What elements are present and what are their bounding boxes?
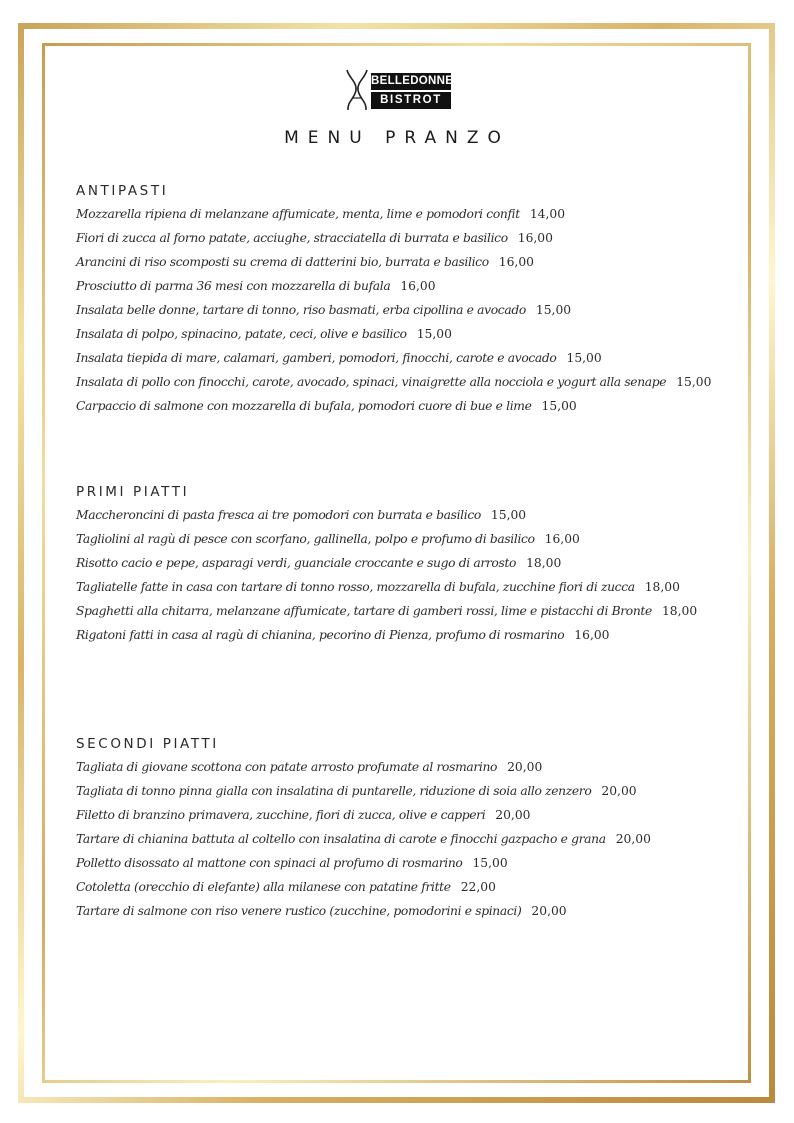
menu-item [76, 851, 736, 875]
item-price: 16,00 [544, 532, 580, 546]
item-name: Maccheroncini di pasta fresca ai tre pomodori con burrata e basilico [76, 508, 481, 522]
item-price: 14,00 [529, 207, 566, 221]
menu-item [76, 779, 736, 803]
item-name: Insalata di polpo, spinacino, patate, ceci, olive e basilico [76, 327, 407, 341]
item-price: 15,00 [566, 351, 602, 365]
item-name: Filetto di branzino primavera, zucchine, fiori di zucca, olive e capperi [76, 808, 486, 822]
item-price: 15,00 [416, 327, 452, 341]
item-price: 18,00 [661, 604, 698, 618]
menu-item [76, 298, 736, 322]
menu-item [76, 274, 736, 298]
item-price: 22,00 [460, 880, 496, 894]
item-name: Carpaccio di salmone con mozzarella di bufala, pomodori cuore di bue e lime [76, 399, 532, 413]
item-name: Tartare di chianina battuta al coltello con insalatina di carote e finocchi gazpacho e grana [76, 832, 606, 846]
menu-item [76, 226, 736, 250]
item-name: Insalata tiepida di mare, calamari, gamberi, pomodori, finocchi, carote e avocado [76, 351, 557, 365]
item-price: 16,00 [517, 231, 553, 245]
menu-item [76, 803, 736, 827]
menu-item [76, 322, 736, 346]
item-price: 16,00 [574, 628, 610, 642]
section-antipasti [76, 180, 736, 418]
section-secondi-piatti [76, 733, 736, 923]
item-price: 15,00 [490, 508, 527, 522]
menu-item [76, 575, 736, 599]
item-price: 15,00 [676, 375, 712, 389]
menu-item [76, 202, 736, 226]
item-name: Tagliata di giovane scottona con patate arrosto profumate al rosmarino [76, 760, 498, 774]
menu-item [76, 827, 736, 851]
item-name: Tagliatelle fatte in casa con tartare di tonno rosso, mozzarella di bufala, zucchine fiori di zucca [76, 580, 635, 594]
item-name: Fiori di zucca al forno patate, acciughe, stracciatella di burrata e basilico [76, 231, 508, 245]
item-name: Insalata di pollo con finocchi, carote, avocado, spinaci, vinaigrette alla nocciola e yogurt alla senape [76, 375, 667, 389]
menu-item [76, 250, 736, 274]
logo-text-bistrot: BISTROT [371, 92, 451, 109]
section-title: PRIMI PIATTI [76, 484, 190, 500]
menu-item [76, 599, 736, 623]
item-price: 20,00 [615, 832, 651, 846]
item-price: 18,00 [526, 556, 562, 570]
menu-item [76, 527, 736, 551]
menu-item [76, 755, 736, 779]
menu-item [76, 875, 736, 899]
item-name: Polletto disossato al mattone con spinaci al profumo di rosmarino [76, 856, 463, 870]
menu-item [76, 346, 736, 370]
item-price: 20,00 [531, 904, 567, 918]
restaurant-logo [343, 68, 454, 112]
item-name: Tagliolini al ragù di pesce con scorfano, gallinella, polpo e profumo di basilico [76, 532, 535, 546]
item-name: Tagliata di tonno pinna gialla con insalatina di puntarelle, riduzione di soia allo zenzero [76, 784, 592, 798]
item-name: Prosciutto di parma 36 mesi con mozzarella di bufala [76, 279, 391, 293]
section-title: ANTIPASTI [76, 183, 169, 199]
menu-item [76, 370, 736, 394]
item-name: Insalata belle donne, tartare di tonno, riso basmati, erba cipollina e avocado [76, 303, 526, 317]
section-title: SECONDI PIATTI [76, 736, 219, 752]
item-price: 15,00 [541, 399, 577, 413]
item-price: 16,00 [400, 279, 436, 293]
item-price: 20,00 [495, 808, 531, 822]
item-price: 16,00 [498, 255, 534, 269]
item-name: Mozzarella ripiena di melanzane affumicate, menta, lime e pomodori confit [76, 207, 520, 221]
item-name: Tartare di salmone con riso venere rustico (zucchine, pomodorini e spinaci) [76, 904, 522, 918]
menu-item [76, 623, 736, 647]
menu-title: MENU PRANZO [284, 128, 510, 148]
menu-item [76, 394, 736, 418]
menu-item [76, 899, 736, 923]
item-price: 20,00 [601, 784, 637, 798]
menu-item [76, 503, 736, 527]
item-name: Arancini di riso scomposti su crema di datterini bio, burrata e basilico [76, 255, 489, 269]
item-name: Cotoletta (orecchio di elefante) alla milanese con patatine fritte [76, 880, 451, 894]
item-name: Risotto cacio e pepe, asparagi verdi, guanciale croccante e sugo di arrosto [76, 556, 517, 570]
item-name: Rigatoni fatti in casa al ragù di chianina, pecorino di Pienza, profumo di rosmarino [76, 628, 565, 642]
logo-woman-silhouette-icon [343, 68, 371, 112]
item-price: 15,00 [535, 303, 572, 317]
logo-text-belledonne: BELLEDONNE [371, 73, 451, 90]
item-name: Spaghetti alla chitarra, melanzane affumicate, tartare di gamberi rossi, lime e pistacchi di Bronte [76, 604, 652, 618]
menu-item [76, 551, 736, 575]
item-price: 20,00 [507, 760, 543, 774]
section-primi-piatti [76, 481, 736, 647]
item-price: 18,00 [644, 580, 680, 594]
item-price: 15,00 [472, 856, 508, 870]
